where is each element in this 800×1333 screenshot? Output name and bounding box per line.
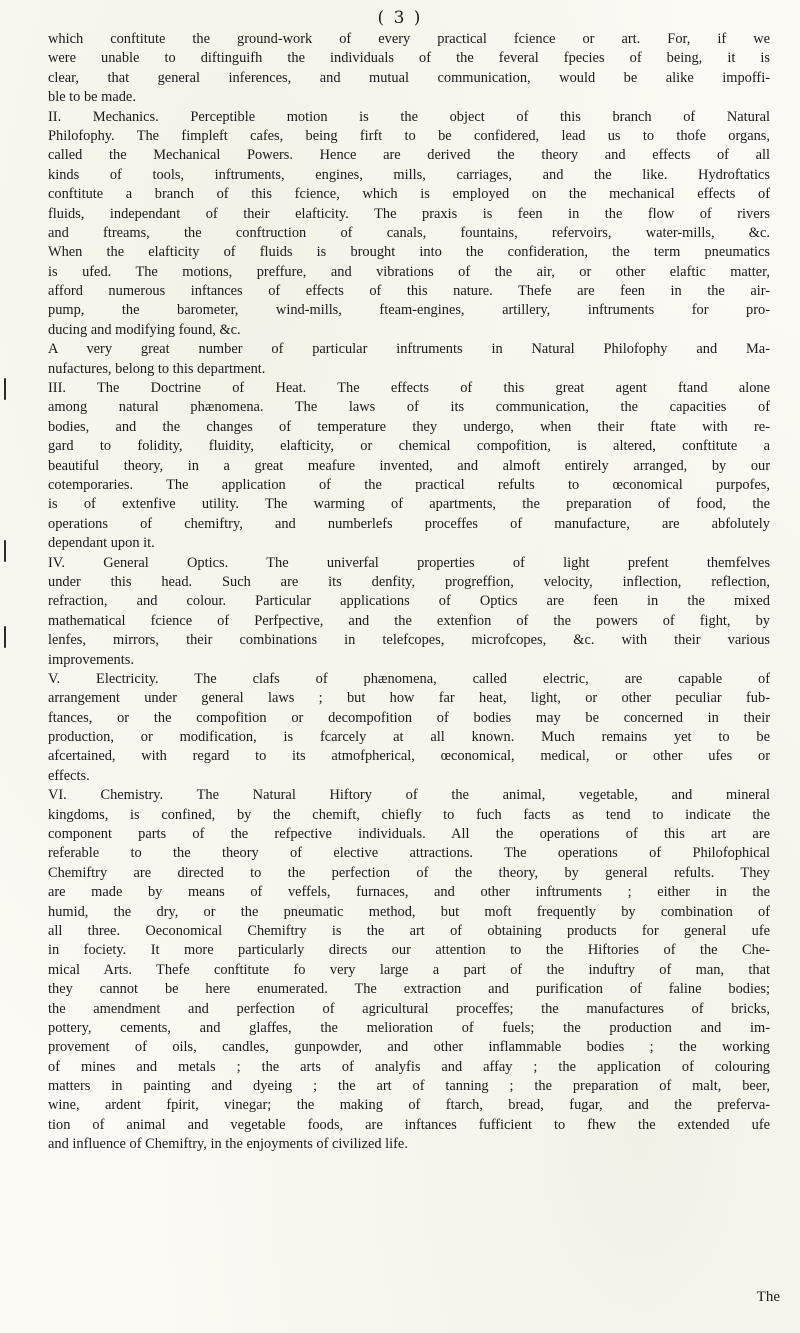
text-line: improvements. [48, 651, 134, 668]
text-line: mical Arts. Thefe conftitute fo very large a part of the induftry of man, that [48, 961, 770, 978]
text-line: are made by means of veffels, furnaces, and other inftruments ; either in the [48, 884, 770, 901]
text-line: fluids, independant of their elafticity. The praxis is feen in the flow of rivers [48, 205, 770, 222]
section-heading-chemistry: VI. Chemistry. The Natural Hiftory of the animal, vegetable, and mineral [48, 787, 770, 804]
text-line: provement of oils, candles, gunpowder, and other inflammable bodies ; the working [48, 1039, 770, 1056]
section-heading-optics: IV. General Optics. The univerfal properties of light prefent themfelves [48, 554, 770, 571]
text-line: nufactures, belong to this department. [48, 360, 266, 377]
margin-mark [4, 540, 6, 562]
text-line: all three. Oeconomical Chemiftry is the art of obtaining products for general ufe [48, 922, 770, 939]
text-line: clear, that general inferences, and mutual communication, would be alike impoffi- [48, 69, 770, 86]
text-line: of mines and metals ; the arts of analyfis and affay ; the application of colouring [48, 1058, 770, 1075]
text-line: were unable to diftinguifh the individuals of the feveral fpecies of being, it is [48, 50, 770, 67]
text-line: ducing and modifying found, &c. [48, 321, 241, 338]
page-number: ( 3 ) [377, 8, 423, 28]
text-line: pottery, cements, and glaffes, the melioration of fuels; the production and im- [48, 1019, 770, 1036]
text-line: component parts of the refpective individuals. All the operations of this art are [48, 826, 770, 843]
text-line: in fociety. It more particularly directs our attention to the Hiftories of the Che- [48, 942, 770, 959]
text-line: is of extenfive utility. The warming of apartments, the preparation of food, the [48, 496, 770, 513]
text-line: beautiful theory, in a great meafure invented, and almoft entirely arranged, by our [48, 457, 770, 474]
text-line: pump, the barometer, wind-mills, fteam-engines, artillery, inftruments for pro- [48, 302, 770, 319]
text-line: afford numerous inftances of effects of this nature. Thefe are feen in the air- [48, 283, 770, 300]
body-text [48, 30, 770, 1155]
text-line: kingdoms, is confined, by the chemift, chiefly to fuch facts as tend to indicate the [48, 806, 770, 823]
text-line: dependant upon it. [48, 535, 155, 552]
text-line: under this head. Such are its denfity, progreffion, velocity, inflection, reflection, [48, 573, 770, 590]
text-line: operations of chemiftry, and numberlefs proceffes of manufacture, are abfolutely [48, 515, 770, 532]
text-line: is ufed. The motions, preffure, and vibrations of the air, or other elaftic matter, [48, 263, 770, 280]
text-line: arrangement under general laws ; but how far heat, light, or other peculiar fub- [48, 690, 770, 707]
text-line: tion of animal and vegetable foods, are inftances fufficient to fhew the extended ufe [48, 1116, 770, 1133]
section-heading-mechanics: II. Mechanics. Perceptible motion is the object of this branch of Natural [48, 108, 770, 125]
text-line: refraction, and colour. Particular applications of Optics are feen in the mixed [48, 593, 770, 610]
text-line: matters in painting and dyeing ; the art of tanning ; the preparation of malt, beer, [48, 1078, 770, 1095]
text-line: effects. [48, 767, 90, 784]
section-heading-electricity: V. Electricity. The clafs of phænomena, called electric, are capable of [48, 670, 770, 687]
text-line: humid, the dry, or the pneumatic method, but moft frequently by combination of [48, 903, 770, 920]
text-line: ble to be made. [48, 89, 136, 106]
catchword: The [756, 1289, 780, 1305]
text-line: referable to the theory of elective attractions. The operations of Philofophical [48, 845, 770, 862]
text-line: cotemporaries. The application of the practical refults to œconomical purpofes, [48, 476, 770, 493]
section-heading-heat: III. The Doctrine of Heat. The effects of this great agent ftand alone [48, 380, 770, 397]
text-line: kinds of tools, inftruments, engines, mills, carriages, and the like. Hydroftatics [48, 166, 770, 183]
text-line: Chemiftry are directed to the perfection of the theory, by general refults. They [48, 864, 770, 881]
text-line: production, or modification, is fcarcely at all known. Much remains yet to be [48, 729, 770, 746]
text-line: they cannot be here enumerated. The extraction and purification of faline bodies; [48, 981, 770, 998]
text-line: the amendment and perfection of agricultural proceffes; the manufactures of bricks, [48, 1000, 770, 1017]
text-line: A very great number of particular inftruments in Natural Philofophy and Ma- [48, 341, 770, 358]
text-line: bodies, and the changes of temperature they undergo, when their ftate with re- [48, 418, 770, 435]
text-line: ftances, or the compofition or decompofition of bodies may be concerned in their [48, 709, 770, 726]
text-line: called the Mechanical Powers. Hence are derived the theory and effects of all [48, 147, 770, 164]
text-line: wine, ardent fpirit, vinegar; the making of ftarch, bread, fugar, and the preferva- [48, 1097, 770, 1114]
text-line: and influence of Chemiftry, in the enjoyments of civilized life. [48, 1136, 408, 1153]
text-line: Philofophy. The fimpleft cafes, being firft to be confidered, lead us to thofe organs, [48, 127, 770, 144]
text-line: and ftreams, the conftruction of canals, fountains, refervoirs, water-mills, &c. [48, 224, 770, 241]
margin-mark [4, 626, 6, 648]
margin-mark [4, 378, 6, 400]
text-line: When the elafticity of fluids is brought into the confideration, the term pneumatics [48, 244, 770, 261]
text-line: among natural phænomena. The laws of its communication, the capacities of [48, 399, 770, 416]
text-line: gard to folidity, fluidity, elafticity, or chemical compofition, is altered, conftitute a [48, 438, 770, 455]
text-line: conftitute a branch of this fcience, which is employed on the mechanical effects of [48, 186, 770, 203]
text-line: lenfes, mirrors, their combinations in telefcopes, microfcopes, &c. with their various [48, 632, 770, 649]
text-line: afcertained, with regard to its atmofpherical, œconomical, medical, or other ufes or [48, 748, 770, 765]
text-line: mathematical fcience of Perfpective, and the extenfion of the powers of fight, by [48, 612, 770, 629]
text-line: which conftitute the ground-work of every practical fcience or art. For, if we [48, 31, 770, 47]
